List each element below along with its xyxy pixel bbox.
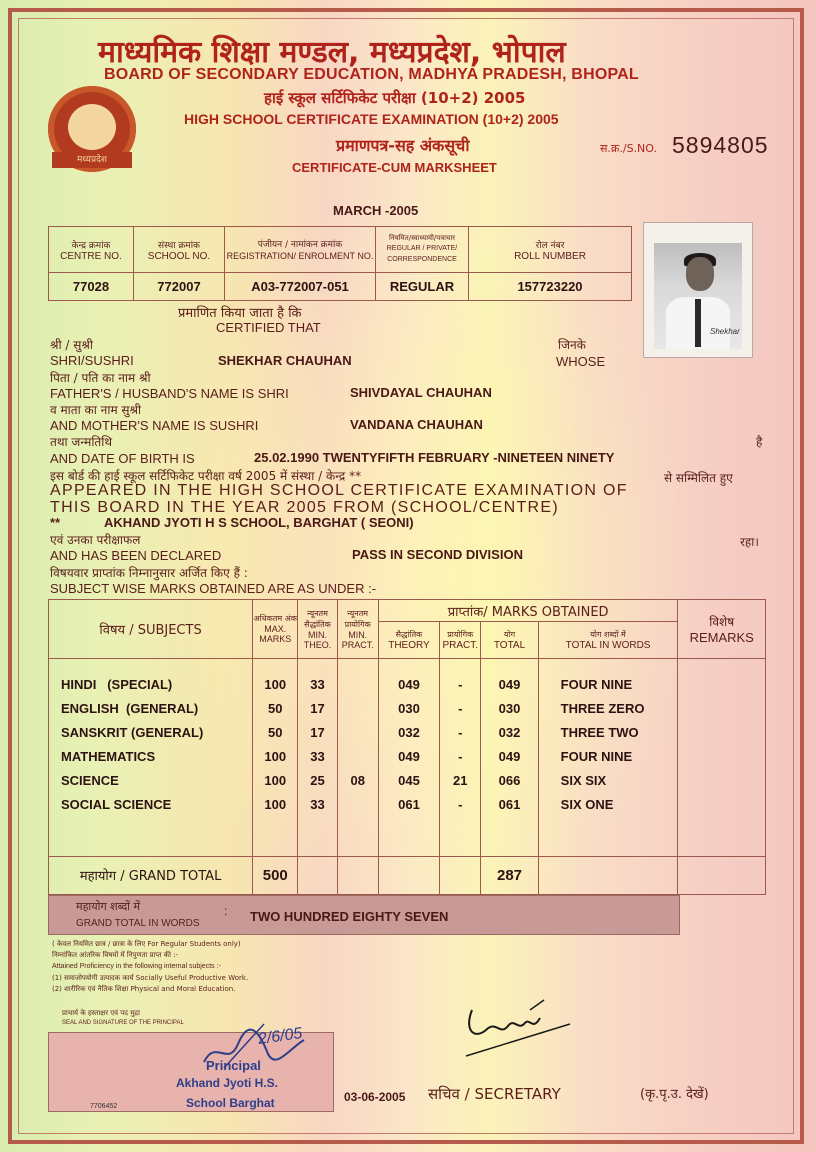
- photo-signature: Shekhar: [710, 327, 740, 336]
- marks-row-1-total: 030: [498, 700, 521, 716]
- serial-label: स.क्र./S.NO.: [600, 142, 657, 155]
- marks-row-5-words: SIX ONE: [560, 796, 614, 812]
- certificate-title-english: CERTIFICATE-CUM MARKSHEET: [292, 160, 497, 175]
- marks-row-1-theory: 030: [398, 700, 420, 716]
- stamp-place: School Barghat: [186, 1096, 275, 1110]
- marks-row-2-min-pract: [338, 721, 378, 745]
- marks-row-4-words: SIX SIX: [560, 772, 607, 788]
- marks-row-4-pract: 21: [453, 772, 468, 788]
- marks-row-0-max: 100: [264, 676, 287, 692]
- min-practical-column: [337, 658, 378, 856]
- marks-row-5-theory: 061: [398, 796, 420, 812]
- marks-row-4-theory: 045: [398, 772, 420, 788]
- roll-number: 157723220: [469, 273, 632, 301]
- marks-row-4-min-theo: 25: [310, 772, 325, 788]
- marks-row-3-total: 049: [498, 748, 521, 764]
- stamp-principal: Principal: [206, 1058, 261, 1073]
- secretary-label: सचिव / SECRETARY: [428, 1085, 561, 1103]
- marks-row-5-pract: -: [458, 796, 463, 812]
- grand-total-in-words: TWO HUNDRED EIGHTY SEVEN: [250, 909, 449, 924]
- pto-note: (कृ.पृ.उ. देखें): [640, 1087, 709, 1102]
- marks-row-2-total: 032: [498, 724, 521, 740]
- board-name-hindi: माध्यमिक शिक्षा मण्डल, मध्यप्रदेश, भोपाल: [98, 35, 566, 70]
- secretary-signature-icon: [460, 996, 590, 1076]
- marks-row-1-min-pract: [338, 697, 378, 721]
- marks-row-3-theory: 049: [398, 748, 420, 764]
- certified-english: CERTIFIED THAT: [216, 320, 321, 335]
- marks-row-2-pract: -: [458, 724, 463, 740]
- session: MARCH -2005: [333, 203, 419, 218]
- exam-title-english: HIGH SCHOOL CERTIFICATE EXAMINATION (10+2) 2005: [184, 111, 559, 127]
- form-code: 7706452: [90, 1103, 118, 1110]
- marks-row-3-subject: MATHEMATICS: [61, 748, 156, 764]
- marks-row-1-max: 50: [268, 700, 283, 716]
- practical-column: [440, 658, 481, 856]
- marks-row-3-max: 100: [264, 748, 287, 764]
- marks-row-2-min-theo: 17: [310, 724, 325, 740]
- marks-row-3-pract: -: [458, 748, 463, 764]
- student-name: SHEKHAR CHAUHAN: [218, 353, 352, 368]
- max-column: [253, 658, 298, 856]
- words-column: [538, 658, 678, 856]
- school-no: 772007: [134, 273, 225, 301]
- board-seal-icon: मध्यप्रदेश: [48, 86, 136, 172]
- marks-row-0-words: FOUR NINE: [560, 676, 633, 692]
- grand-total-label: महायोग / GRAND TOTAL: [49, 856, 253, 894]
- marks-row-1-min-theo: 17: [310, 700, 325, 716]
- marks-row-3-min-pract: [338, 745, 378, 769]
- enrolment-no: A03-772007-051: [225, 273, 376, 301]
- header-subjects: विषय / SUBJECTS: [49, 600, 253, 659]
- grand-total-obtained: 287: [481, 856, 538, 894]
- marks-row-5-total: 061: [498, 796, 521, 812]
- mother-name: VANDANA CHAUHAN: [350, 417, 483, 432]
- marks-row-4-subject: SCIENCE: [61, 772, 119, 788]
- marks-row-0-pract: -: [458, 676, 463, 692]
- marks-row-1-pract: -: [458, 700, 463, 716]
- issue-date: 03-06-2005: [344, 1090, 406, 1104]
- info-table: केन्द्र क्रमांक CENTRE NO. संस्था क्रमांक SCHOOL NO. पंजीयन / नामांकन क्रमांक REGISTRATION/ ENROLMENT NO. नियमित/स्वाध्यायी/पत्राचार REGULAR / PRIVATE/ CORRESPONDENCE रोल नंबर ROLL NUMBER 77028 772007 A03-772007-051 REGULAR 157723220: [48, 226, 632, 301]
- certified-hindi: प्रमाणित किया जाता है कि: [178, 306, 302, 321]
- header-marks-obtained: प्राप्तांक/ MARKS OBTAINED: [378, 600, 678, 622]
- father-name: SHIVDAYAL CHAUHAN: [350, 385, 492, 400]
- marks-row-4-min-pract: 08: [350, 772, 365, 788]
- exam-title-hindi: हाई स्कूल सर्टिफिकेट परीक्षा (10+2) 2005: [264, 89, 526, 107]
- min-theory-column: [298, 658, 337, 856]
- student-photo: [643, 222, 753, 358]
- handwritten-date: 2/6/05: [256, 1024, 304, 1049]
- date-of-birth: 25.02.1990 TWENTYFIFTH FEBRUARY -NINETEEN NINETY: [254, 450, 615, 465]
- marks-row-3-words: FOUR NINE: [560, 748, 633, 764]
- theory-column: [378, 658, 439, 856]
- candidate-type: REGULAR: [376, 273, 469, 301]
- marks-row-0-total: 049: [498, 676, 521, 692]
- marks-row-0-min-pract: [338, 673, 378, 697]
- marks-table: विषय / SUBJECTS अधिकतम अंक MAX. MARKS न्यूनतम सैद्धांतिक MIN. THEO. न्यूनतम प्रायोगिक MIN. PRACT. प्राप्तांक/ MARKS OBTAINED विशेष REMARKS सैद्धांतिक THEORY प्रायोगिक PRACT. योग TOTAL योग शब्दों में TOTAL IN WORDS HINDI (SPECIAL) ENGLISH (GENERAL) SANSKRIT (GENERAL) MATHEMATICS SCIENCE SOCIAL SCIENCE 100 50 50 100 100 100 33 17 17 33 25 33 08 049 030 032 049 045 061 - - - - 21 - 049 030 032 049 066 061 FOUR NINE THREE ZERO THREE TWO FOUR NINE SIX SIX SIX ONE महायोग / GRAND TOTAL 500 287: [48, 599, 766, 895]
- marks-row-0-min-theo: 33: [310, 676, 325, 692]
- result: PASS IN SECOND DIVISION: [352, 547, 523, 562]
- marks-row-1-subject: ENGLISH (GENERAL): [61, 700, 199, 716]
- grand-total-max: 500: [253, 856, 298, 894]
- marks-row-5-min-pract: [338, 793, 378, 817]
- marks-row-4-max: 100: [264, 772, 287, 788]
- marks-row-5-min-theo: 33: [310, 796, 325, 812]
- certificate-sheet: मध्यप्रदेश माध्यमिक शिक्षा मण्डल, मध्यप्रदेश, भोपाल BOARD OF SECONDARY EDUCATION, MADHYA PRADESH, BHOPAL हाई स्कूल सर्टिफिकेट परीक्षा (10+2) 2005 HIGH SCHOOL CERTIFICATE EXAMINATION (10+2) 2005 प्रमाणपत्र-सह अंकसूची CERTIFICATE-CUM MARKSHEET स.क्र./S.NO. 5894805 MARCH -2005 Shekhar केन्द्र क्रमांक CENTRE NO. संस्था क्रमांक SCHOOL NO. पंजीयन / नामांकन क्रमांक REGISTRATION/ ENROLMENT NO. नियमित/स्वाध्यायी/पत्राचार REGULAR / PRIVATE/ CORRESPONDENCE रोल नंबर ROLL NUMBER 77028 772007 A03-772007-051 REGULAR 157723220 प्रमाणित किया जाता है कि CERTIFIED THAT श्री / सुश्री SHRI/SUSHRI SHEKHAR CHAUHAN जिनके WHOSE पिता / पति का नाम श्री FATHER'S / HUSBAND'S NAME IS SHRI SHIVDAYAL CHAUHAN व माता का नाम सुश्री AND MOTHER'S NAME IS SUSHRI VANDANA CHAUHAN तथा जन्मतिथि है AND DATE OF BIRTH IS 25.02.1990 TWENTYFIFTH FEBRUARY -NINETEEN NINETY इस बोर्ड की हाई स्कूल सर्टिफिकेट परीक्षा वर्ष 2005 में संस्था / केन्द्र ** से सम्मिलित हुए APPEARED IN THE HIGH SCHOOL CERTIFICATE EXAMINATION OF THIS BOARD IN THE YEAR 2005 FROM (SCHOOL/CENTRE) ** AKHAND JYOTI H S SCHOOL, BARGHAT ( SEONI) एवं उनका परीक्षाफल रहा। AND HAS BEEN DECLARED PASS IN SECOND DIVISION विषयवार प्राप्तांक निम्नानुसार अर्जित किए हैं : SUBJECT WISE MARKS OBTAINED ARE AS UNDER :- विषय / SUBJECTS अधिकतम अंक MAX. MARKS न्यूनतम सैद्धांतिक MIN. THEO. न्यूनतम प्रायोगिक MIN. PRACT. प्राप्तांक/ MARKS OBTAINED विशेष REMARKS सैद्धांतिक THEORY प्रायोगिक PRACT. योग TOTAL योग शब्दों में TOTAL IN WORDS HINDI (SPECIAL) ENGLISH (GENERAL) SANSKRIT (GENERAL) MATHEMATICS SCIENCE SOCIAL SCIENCE 100 50 50 100 100 100 33 17 17 33 25 33 08 049 030 032 049 045 061 - - - - 21 - 049 030 032 049 066 061 FOUR NINE THREE ZERO THREE TWO FOUR NINE SIX SIX SIX ONE महायोग / GRAND TOTAL 500 287 महायोग शब्दों में GRAND TOTAL IN WORDS : TWO HUNDRED EIGHTY SEVEN ( केवल नियमित छात्र / छात्रा के लिए For Regular Students only) निम्नांकित आंतरिक विषयों में निपुणता प्राप्त की :- Attained Proficiency in the following internal subjects :- (1) समाजोपयोगी उत्पादक कार्य Socially Useful Productive Work. (2) शारीरिक एवं नैतिक शिक्षा Physical and Moral Education. प्राचार्य के हस्ताक्षर एवं पद मुद्रा SEAL AND SIGNATURE OF THE PRINCIPAL 2/6/05 Principal Akhand Jyoti H.S. School Barghat 7706452 03-06-2005 सचिव / SECRETARY (कृ.पृ.उ. देखें): [0, 0, 816, 1152]
- serial-number: 5894805: [672, 132, 769, 158]
- certificate-title-hindi: प्रमाणपत्र-सह अंकसूची: [336, 136, 470, 155]
- marks-row-4-total: 066: [498, 772, 521, 788]
- marks-row-2-subject: SANSKRIT (GENERAL): [61, 724, 204, 740]
- marks-row-0-theory: 049: [398, 676, 420, 692]
- marks-row-2-words: THREE TWO: [560, 724, 639, 740]
- marks-row-0-subject: HINDI (SPECIAL): [61, 676, 173, 692]
- marks-row-2-max: 50: [268, 724, 283, 740]
- marks-row-2-theory: 032: [398, 724, 420, 740]
- marks-row-5-subject: SOCIAL SCIENCE: [61, 796, 172, 812]
- subject-column: [49, 658, 253, 856]
- school-name: AKHAND JYOTI H S SCHOOL, BARGHAT ( SEONI): [104, 515, 414, 530]
- centre-no: 77028: [49, 273, 134, 301]
- board-name-english: BOARD OF SECONDARY EDUCATION, MADHYA PRADESH, BHOPAL: [104, 66, 639, 83]
- marks-row-3-min-theo: 33: [310, 748, 325, 764]
- marks-row-1-words: THREE ZERO: [560, 700, 645, 716]
- marks-row-5-max: 100: [264, 796, 287, 812]
- stamp-school: Akhand Jyoti H.S.: [176, 1076, 279, 1090]
- total-column: [481, 658, 538, 856]
